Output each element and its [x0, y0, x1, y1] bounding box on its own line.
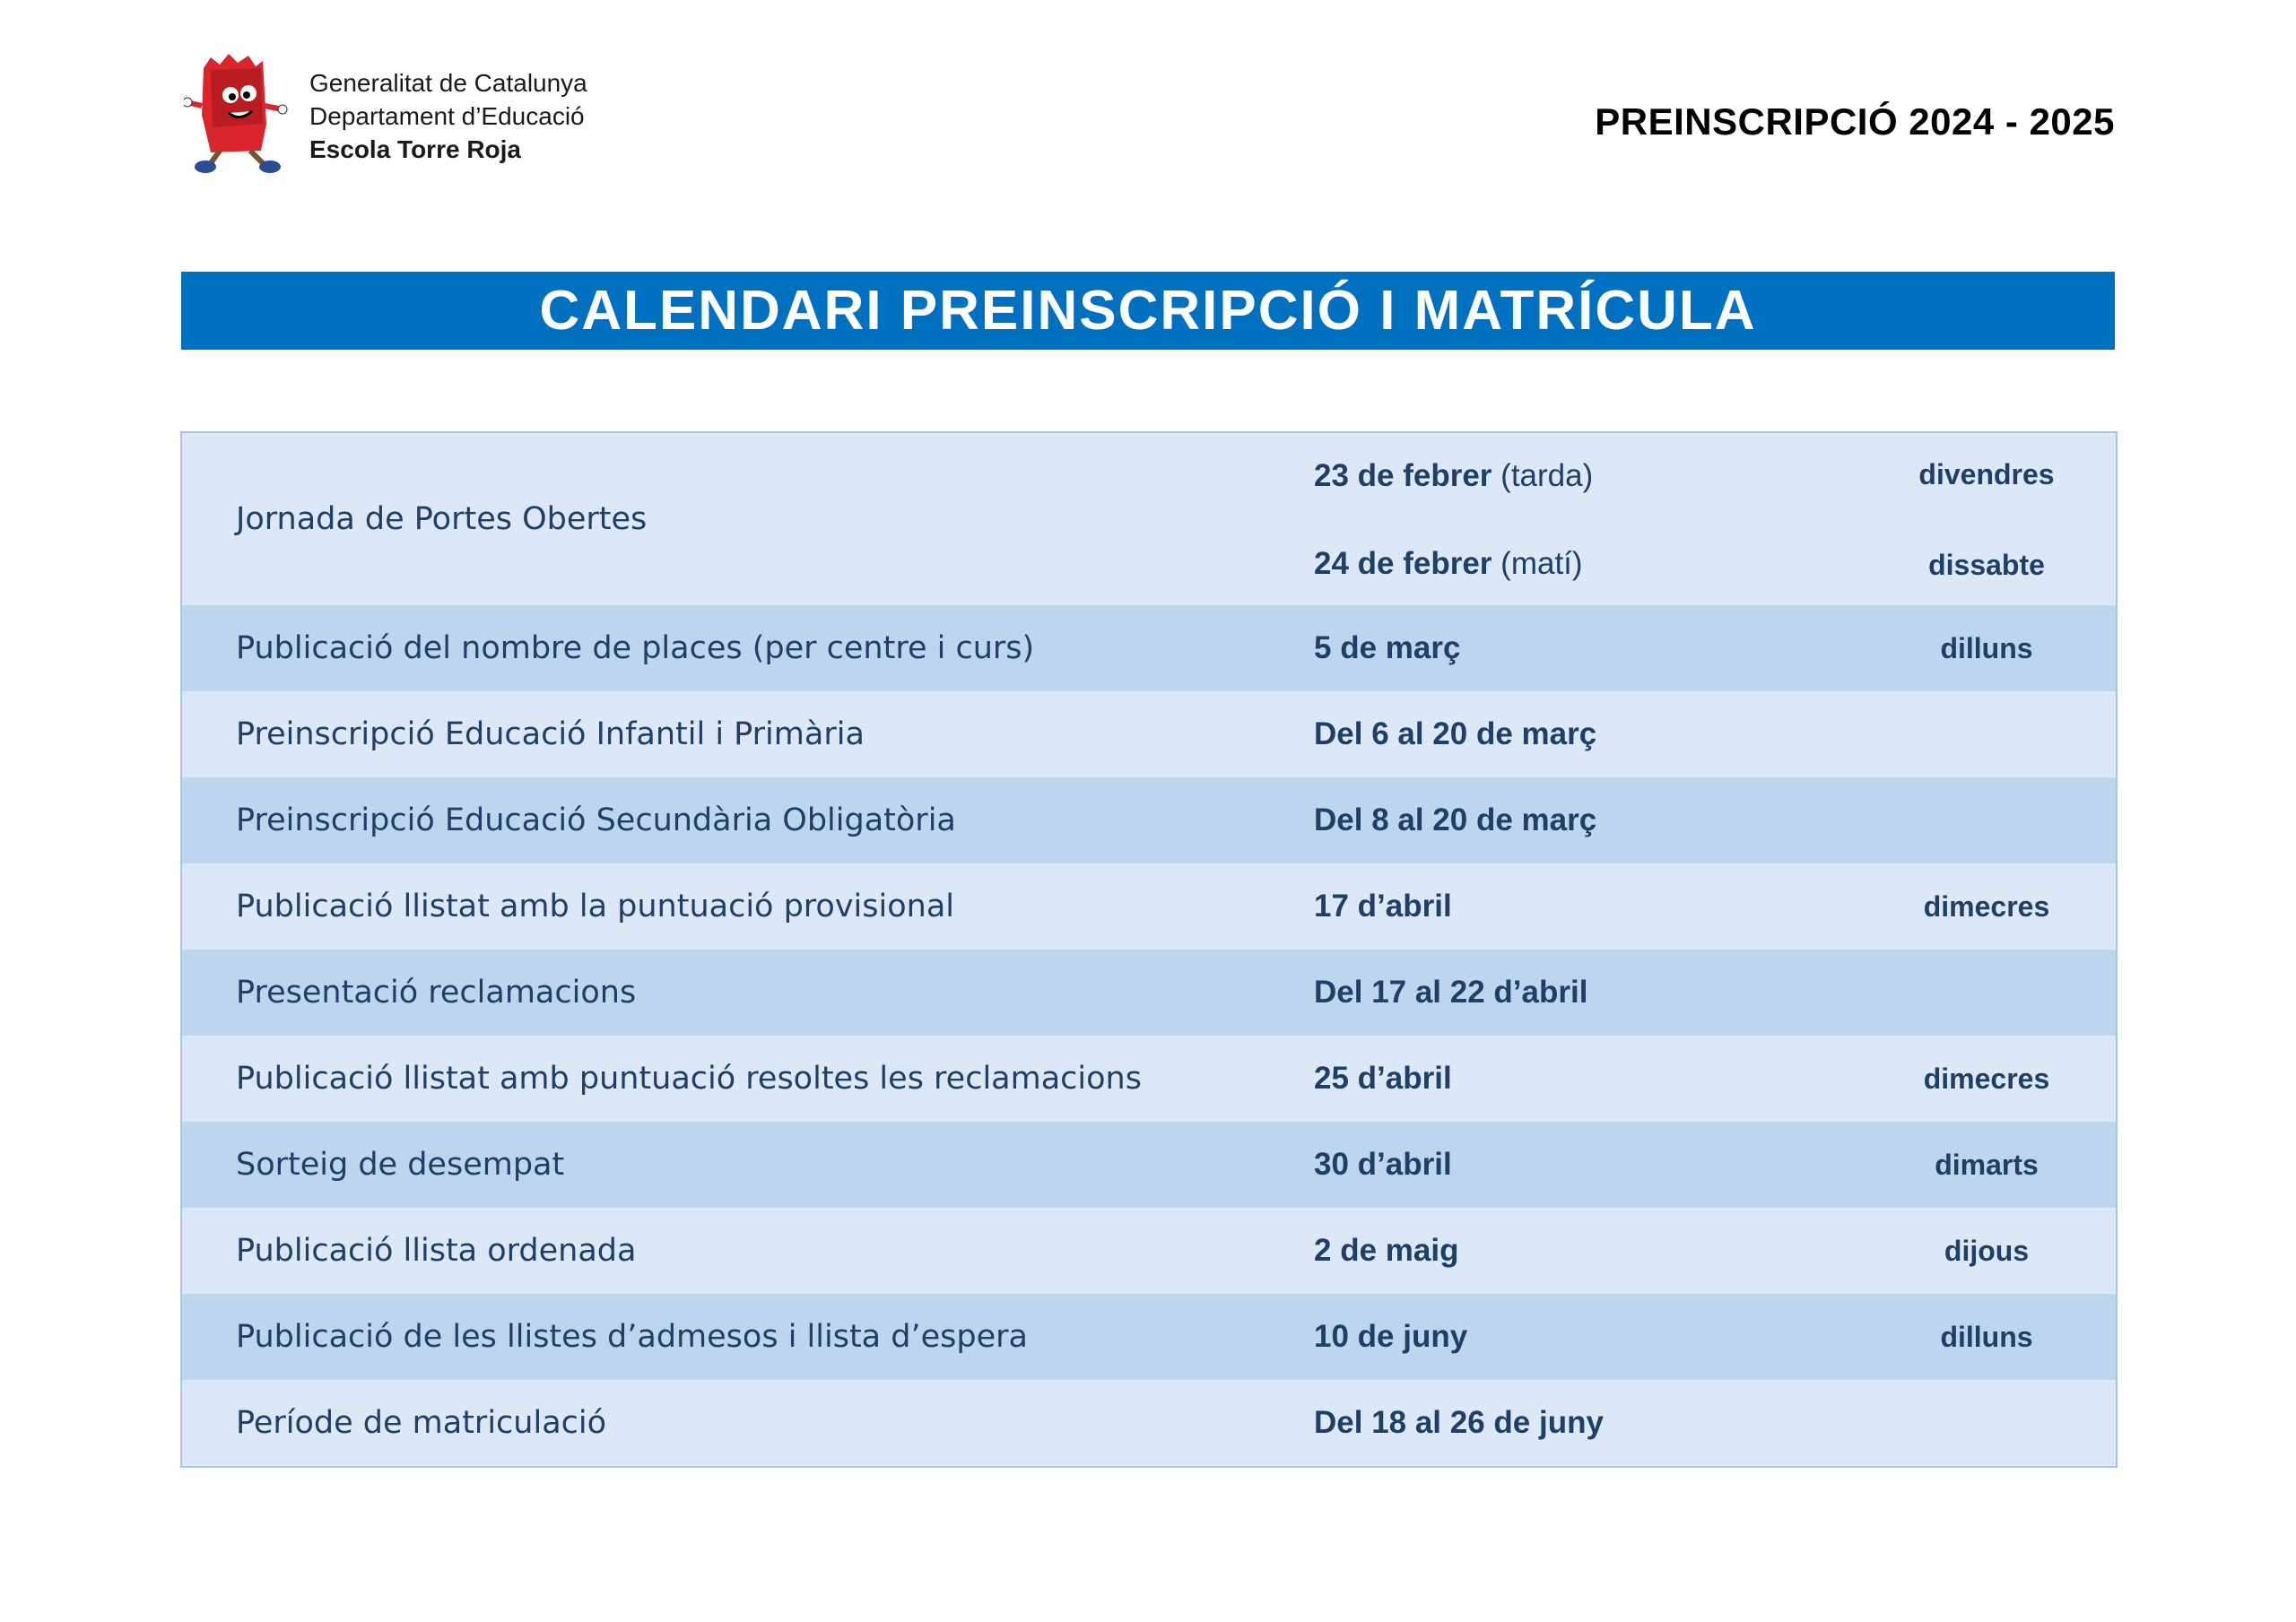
weekday-value: dissabte — [1928, 549, 2045, 581]
calendar-banner: CALENDARI PREINSCRIPCIÓ I MATRÍCULA — [181, 272, 2115, 350]
table-row — [182, 863, 2116, 950]
weekday-cell: dimecres — [1923, 1062, 2050, 1095]
logo-line-generalitat: Generalitat de Catalunya — [309, 69, 587, 97]
event-cell: Publicació del nombre de places (per centre i curs) — [236, 630, 1035, 666]
date-line — [1314, 546, 1857, 582]
event-cell: Publicació llistat amb la puntuació provisional — [236, 889, 955, 924]
weekday-cell: dijous — [1944, 1234, 2030, 1267]
event-cell: Sorteig de desempat — [236, 1147, 565, 1183]
date-value: 24 de febrer — [1314, 546, 1492, 581]
table-row — [182, 1036, 2116, 1122]
school-logo — [184, 52, 614, 178]
mascot-logo-icon — [184, 52, 291, 178]
table-row — [182, 1294, 2116, 1380]
table-row — [182, 777, 2116, 863]
document-title: PREINSCRIPCIÓ 2024 - 2025 — [1595, 100, 2115, 143]
table-row — [182, 433, 2116, 605]
event-cell: Jornada de Portes Obertes — [236, 501, 648, 537]
schedule-table — [180, 431, 2118, 1468]
date-cell: Del 8 al 20 de març — [1314, 802, 1597, 837]
date-note: (tarda) — [1500, 458, 1594, 493]
school-name: Escola Torre Roja — [309, 135, 522, 163]
weekday-cell — [1857, 691, 2116, 777]
weekday-value: divendres — [1918, 458, 2055, 490]
weekday-cell — [1857, 777, 2116, 863]
weekday-cell: dimecres — [1923, 889, 2050, 923]
logo-text — [309, 66, 587, 166]
date-value: 23 de febrer — [1314, 458, 1492, 493]
date-cell: 30 d’abril — [1314, 1147, 1452, 1182]
date-cell: Del 17 al 22 d’abril — [1314, 975, 1588, 1010]
table-row — [182, 1208, 2116, 1294]
date-line — [1314, 458, 1857, 494]
table-row — [182, 1122, 2116, 1208]
event-cell: Preinscripció Educació Secundària Obligatòria — [236, 802, 956, 838]
date-cell: 17 d’abril — [1314, 889, 1452, 924]
date-cell: 25 d’abril — [1314, 1061, 1452, 1096]
date-cell: 10 de juny — [1314, 1319, 1468, 1354]
weekday-cell — [1857, 433, 2116, 605]
event-cell: Publicació llista ordenada — [236, 1233, 637, 1269]
event-cell: Període de matriculació — [236, 1405, 607, 1441]
weekday-cell — [1857, 1380, 2116, 1466]
logo-line-departament: Departament d’Educació — [309, 102, 585, 130]
date-cell: 5 de març — [1314, 630, 1461, 665]
weekday-cell — [1857, 950, 2116, 1036]
table-row — [182, 605, 2116, 691]
event-cell: Publicació de les llistes d’admesos i llista d’espera — [236, 1319, 1028, 1355]
event-cell: Presentació reclamacions — [236, 975, 637, 1010]
weekday-cell: dimarts — [1935, 1148, 2039, 1181]
table-row — [182, 950, 2116, 1036]
weekday-cell: dilluns — [1940, 1320, 2033, 1353]
event-cell: Publicació llistat amb puntuació resoltes les reclamacions — [236, 1061, 1142, 1097]
table-row — [182, 691, 2116, 777]
date-note: (matí) — [1500, 546, 1583, 581]
event-cell: Preinscripció Educació Infantil i Primària — [236, 716, 865, 752]
date-cell: 2 de maig — [1314, 1233, 1459, 1268]
weekday-cell: dilluns — [1940, 631, 2033, 664]
date-cell: Del 18 al 26 de juny — [1314, 1405, 1604, 1440]
table-row — [182, 1380, 2116, 1466]
date-cell — [1231, 433, 1857, 605]
date-cell: Del 6 al 20 de març — [1314, 716, 1597, 751]
